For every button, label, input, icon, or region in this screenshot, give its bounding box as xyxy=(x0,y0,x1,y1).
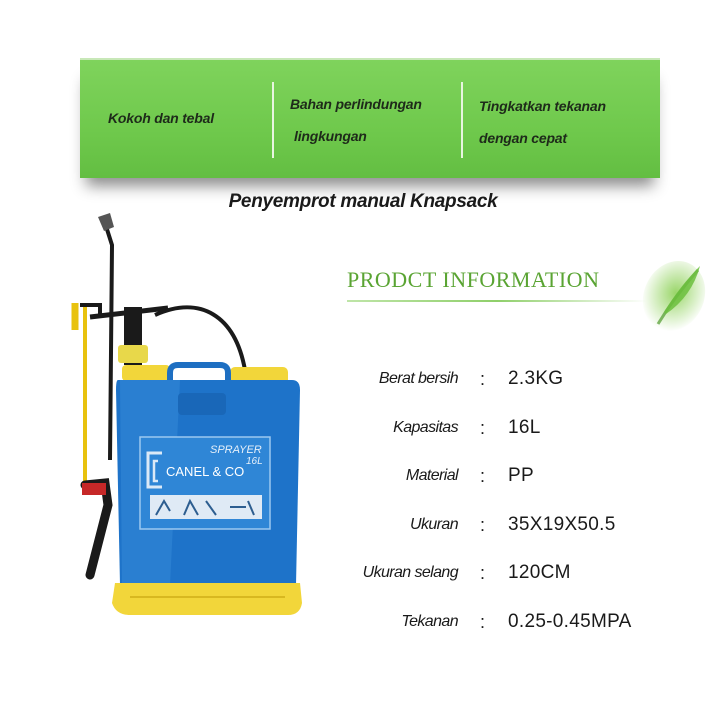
spec-label: Tekanan xyxy=(401,612,458,630)
spec-value: PP xyxy=(508,465,534,486)
spec-value: 2.3KG xyxy=(508,368,564,389)
feature-1 xyxy=(108,102,214,134)
spec-row-ukuran xyxy=(330,508,690,557)
sprayer-label-size: 16L xyxy=(246,456,263,467)
spec-colon: : xyxy=(480,563,486,583)
feature-2 xyxy=(290,88,422,152)
heading-underline xyxy=(347,300,647,302)
knapsack-sprayer-image xyxy=(60,205,320,625)
spec-row-material xyxy=(330,459,690,508)
feature-3-line1: Tingkatkan tekanan xyxy=(479,98,606,114)
spec-colon: : xyxy=(480,417,486,438)
spec-list xyxy=(330,362,690,653)
spec-value: 35X19X50.5 xyxy=(508,513,616,535)
feature-divider-1 xyxy=(272,82,274,158)
feature-1-line1: Kokoh dan tebal xyxy=(108,110,214,126)
leaf-decoration-icon xyxy=(640,256,710,336)
sprayer-brand: CANEL & CO xyxy=(166,464,245,479)
spec-label: Kapasitas xyxy=(393,418,458,436)
spec-label: Ukuran selang xyxy=(362,564,458,581)
spec-colon: : xyxy=(480,514,486,535)
product-information-heading: PRODCT INFORMATION xyxy=(347,267,600,292)
spec-label: Berat bersih xyxy=(378,370,458,387)
spec-label: Material xyxy=(405,467,458,484)
spec-colon: : xyxy=(480,466,486,486)
spec-value: 16L xyxy=(508,416,541,438)
spec-colon: : xyxy=(480,611,486,632)
spec-row-ukuran-selang xyxy=(330,556,690,605)
feature-2-line2: lingkungan xyxy=(294,128,367,144)
spec-value: 0.25-0.45MPA xyxy=(508,610,632,632)
spec-value: 120CM xyxy=(508,562,571,583)
spec-row-tekanan xyxy=(330,605,690,654)
feature-divider-2 xyxy=(461,82,463,158)
feature-3 xyxy=(479,90,606,154)
product-title: Penyemprot manual Knapsack xyxy=(228,191,498,212)
spec-row-berat xyxy=(330,362,690,411)
spec-row-kapasitas xyxy=(330,411,690,460)
spec-label: Ukuran xyxy=(410,515,458,533)
feature-2-line1: Bahan perlindungan xyxy=(290,96,422,112)
sprayer-label-top: SPRAYER xyxy=(210,444,262,456)
spec-colon: : xyxy=(480,369,486,389)
feature-3-line2: dengan cepat xyxy=(479,130,567,146)
